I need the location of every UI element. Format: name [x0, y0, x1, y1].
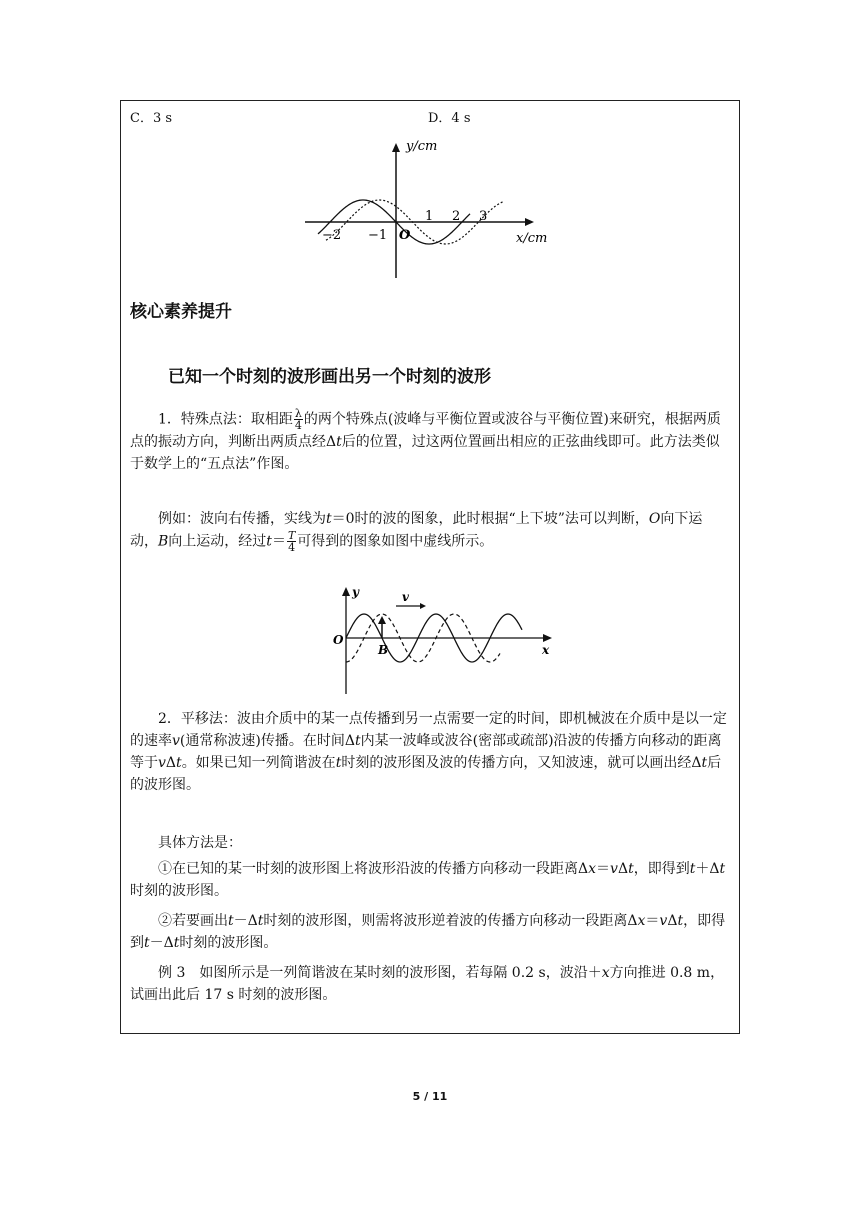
fig2-origin: O	[333, 633, 344, 647]
page-number: 5 / 11	[412, 1090, 448, 1103]
wave-figure-1	[300, 138, 560, 283]
fig1-x-label: x/cm	[516, 231, 548, 246]
section-title: 核心素养提升	[130, 302, 232, 322]
paragraph-method-2: ②若要画出t－Δt时刻的波形图，则需将波形逆着波的传播方向移动一段距离Δx＝vΔt，即得到t－Δt时刻的波形图。	[130, 913, 726, 951]
fig2-x-label: x	[542, 643, 550, 657]
option-d: D．4 s	[428, 111, 471, 126]
fig2-v-label: v	[402, 590, 409, 604]
fig1-tick-1: 1	[425, 209, 434, 224]
paragraph-example-3: 例 3 如图所示是一列简谐波在某时刻的波形图，若每隔 0.2 s，波沿＋x方向推进 0.8 m，试画出此后 17 s 时刻的波形图。	[130, 965, 725, 1003]
paragraph-translation: 2．平移法：波由介质中的某一点传播到另一点需要一定的时间，即机械波在介质中是以一定的速率v(通常称波速)传播。在时间Δt内某一波峰或波谷(密部或疏部)沿波的传播方向移动的距离等于vΔt。如果已知一列简谐波在t时刻的波形图及波的传播方向，又知波速，就可以画出经Δt后的波形图。	[130, 711, 727, 793]
fig1-tick-neg2: −2	[322, 228, 342, 243]
option-c: C．3 s	[130, 111, 173, 126]
fraction-lambda-4: $\frac{\lambda}{4}$	[294, 407, 302, 432]
fig1-tick-3: 3	[479, 209, 488, 224]
fig2-y-label: y	[352, 585, 359, 599]
paragraph-method-1: ①在已知的某一时刻的波形图上将波形沿波的传播方向移动一段距离Δx＝vΔt，即得到t＋Δt时刻的波形图。	[130, 861, 726, 899]
fig1-y-label: y/cm	[406, 139, 438, 154]
wave-figure-2	[328, 582, 558, 700]
fraction-T-4: $\frac{T}{4}$	[287, 529, 296, 554]
paragraph-method-intro: 具体方法是：	[158, 835, 242, 851]
paragraph-special-point: 1．特殊点法：取相距 $\frac{\lambda}{4}$ 的两个特殊点(波峰与平衡位置或波谷与平衡位置)来研究，根据两质点的振动方向，判断出两质点经Δt后的位置，过这两位置画出相应的正弦曲线即可。此方法类似于数学上的“五点法”作图。	[130, 407, 721, 472]
fig1-tick-2: 2	[452, 209, 461, 224]
fig1-origin: O	[399, 228, 411, 243]
fig1-tick-neg1: −1	[368, 228, 388, 243]
fig2-point-B: B	[378, 643, 389, 657]
paragraph-example: 例如：波向右传播，实线为t＝0时的波的图象，此时根据“上下坡”法可以判断，O向下运动，B向上运动，经过t＝ $\frac{T}{4}$ 可得到的图象如图中虚线所示。	[130, 511, 703, 554]
subsection-title: 已知一个时刻的波形画出另一个时刻的波形	[168, 367, 491, 387]
